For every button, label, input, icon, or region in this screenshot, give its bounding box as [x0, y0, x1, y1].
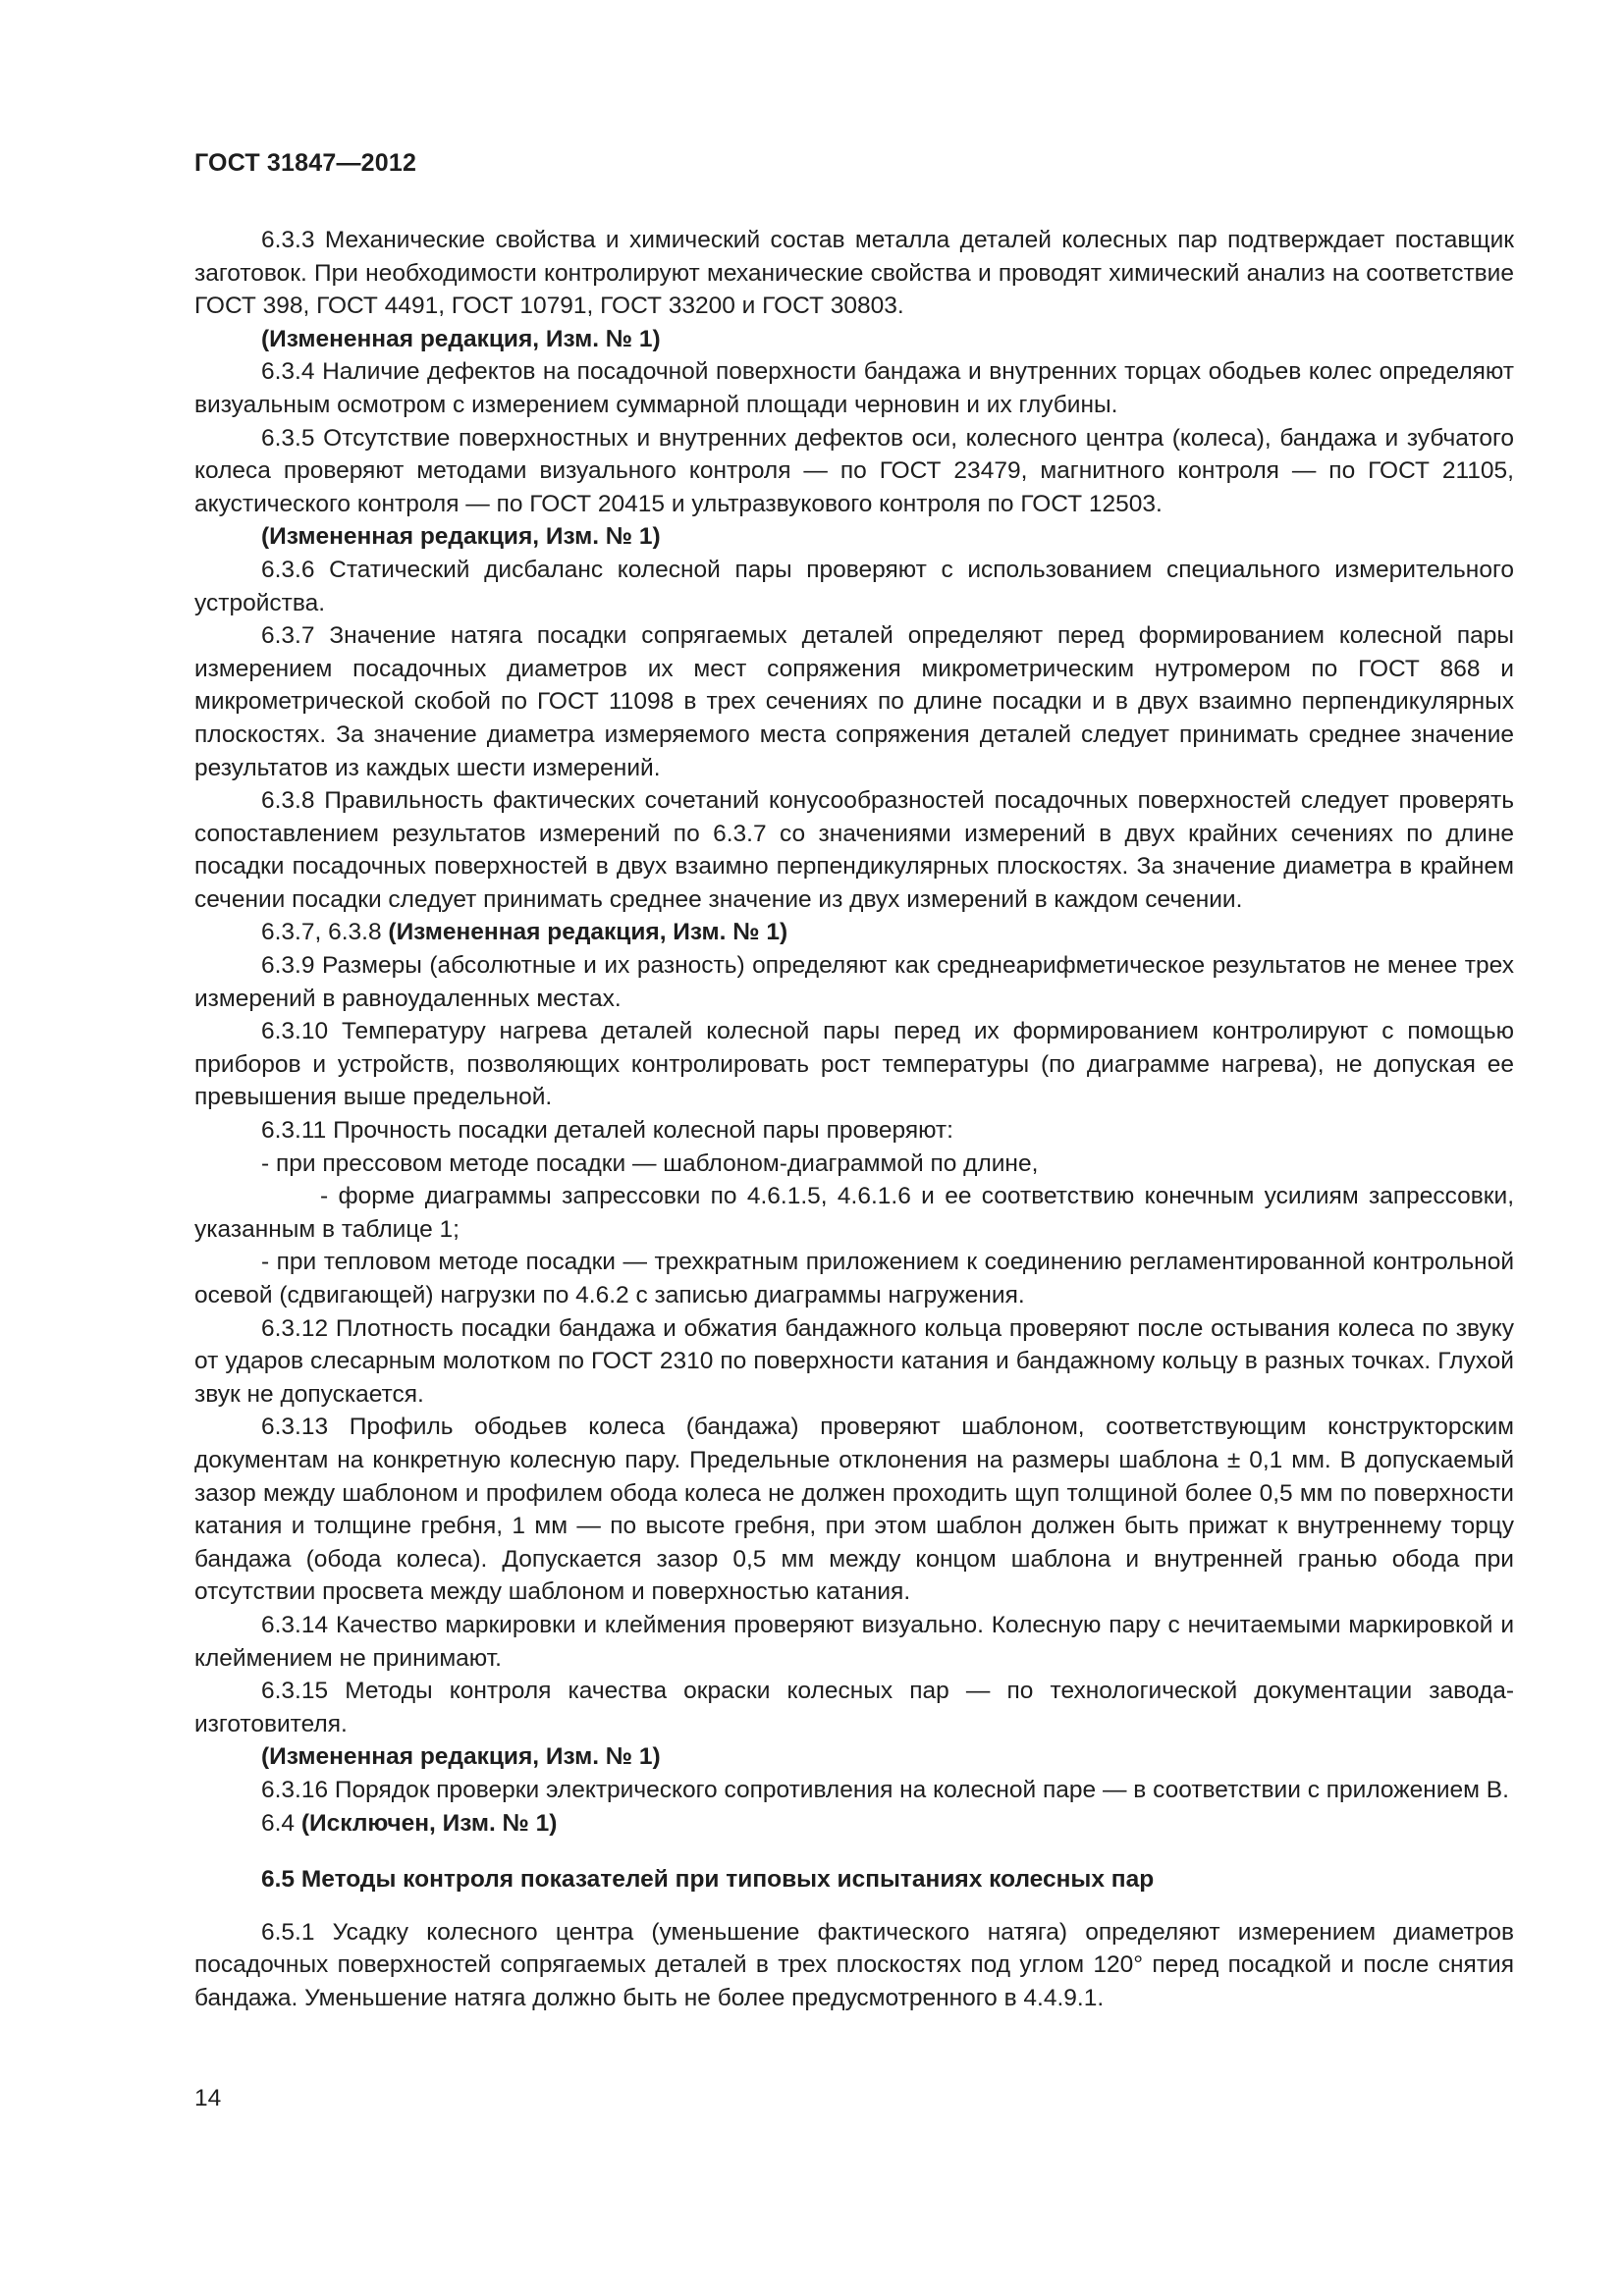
clause-6-3-13: 6.3.13 Профиль ободьев колеса (бандажа) проверяют шаблоном, соответствующим конструкторским документам на конкретную колесную пару. Предельные отклонения на размеры шаблона ± 0,1 мм. В допускаемый зазор между шаблоном и профилем обода колеса не должен проходить щуп толщиной более 0,5 мм по поверхности катания и толщине гребня, 1 мм — по высоте гребня, при этом шаблон должен быть прижат к внутреннему торцу бандажа (обода колеса). Допускается зазор 0,5 мм между концом шаблона и внутренней гранью обода при отсутствии просвета между шаблоном и поверхностью катания. [194, 1414, 1514, 1606]
amendment-note: (Измененная редакция, Изм. № 1) [261, 523, 661, 551]
clause-6-3-3: 6.3.3 Механические свойства и химический состав металла деталей колесных пар подтверждает поставщик заготовок. При необходимости контролируют механические свойства и проводят химический анализ на соответствие ГОСТ 398, ГОСТ 4491, ГОСТ 10791, ГОСТ 33200 и ГОСТ 30803. [194, 227, 1514, 320]
document-header: ГОСТ 31847—2012 [194, 149, 417, 177]
clause-6-3-11-item-c: - при тепловом методе посадки — трехкратным приложением к соединению регламентированной контрольной осевой (сдвигающей) нагрузки по 4.6.2 с записью диаграммы нагружения. [194, 1249, 1514, 1308]
section-6-5-title: 6.5 Методы контроля показателей при типовых испытаниях колесных пар [261, 1866, 1155, 1894]
clause-ref: 6.4 [261, 1809, 301, 1837]
clause-6-3-6: 6.3.6 Статический дисбаланс колесной пары проверяют с использованием специального измерительного устройства. [194, 556, 1514, 616]
clause-6-3-5: 6.3.5 Отсутствие поверхностных и внутренних дефектов оси, колесного центра (колеса), бандажа и зубчатого колеса проверяют методами визуального контроля — по ГОСТ 23479, магнитного контроля — по ГОСТ 21105, акустического контроля — по ГОСТ 20415 и ультразвукового контроля по ГОСТ 12503. [194, 424, 1514, 517]
amendment-note: (Измененная редакция, Изм. № 1) [261, 1743, 661, 1771]
clause-6-3-14: 6.3.14 Качество маркировки и клеймения проверяют визуально. Колесную пару с нечитаемыми маркировкой и клеймением не принимают. [194, 1611, 1514, 1672]
clause-6-5-1: 6.5.1 Усадку колесного центра (уменьшение фактического натяга) определяют измерением диаметров посадочных поверхностей сопрягаемых деталей в трех плоскостях под углом 120° перед посадкой и после снятия бандажа. Уменьшение натяга должно быть не более предусмотренного в 4.4.9.1. [194, 1918, 1514, 2011]
document-body [194, 224, 1514, 2014]
clause-ref: 6.3.7, 6.3.8 [261, 919, 389, 946]
clause-6-3-16: 6.3.16 Порядок проверки электрического сопротивления на колесной паре — в соответствии с приложением В. [261, 1776, 1509, 1803]
clause-6-3-11-item-a: - при прессовом методе посадки — шаблоном-диаграммой по длине, [261, 1149, 1039, 1177]
clause-6-3-7: 6.3.7 Значение натяга посадки сопрягаемых деталей определяют перед формированием колесной пары измерением посадочных диаметров их мест сопряжения микрометрическим нутромером по ГОСТ 868 и микрометрической скобой по ГОСТ 11098 в трех сечениях по длине посадки и в двух взаимно перпендикулярных плоскостях. За значение диаметра измеряемого места сопряжения деталей следует принимать среднее значение результатов из каждых шести измерений. [194, 622, 1514, 781]
clause-6-3-7-8-amendment [194, 916, 1514, 949]
clause-6-3-11: 6.3.11 Прочность посадки деталей колесной пары проверяют: [261, 1117, 953, 1145]
clause-6-4 [194, 1807, 1514, 1841]
excluded-note: (Исключен, Изм. № 1) [300, 1809, 558, 1837]
clause-6-3-9: 6.3.9 Размеры (абсолютные и их разность) определяют как среднеарифметическое результатов не менее трех измерений в равноудаленных местах. [194, 952, 1514, 1012]
amendment-note: (Измененная редакция, Изм. № 1) [261, 325, 661, 352]
clause-6-3-8: 6.3.8 Правильность фактических сочетаний конусообразностей посадочных поверхностей следует проверять сопоставлением результатов измерений по 6.3.7 со значениями измерений в двух крайних сечениях по длине посадки посадочных поверхностей в двух взаимно перпендикулярных плоскостях. За значение диаметра в крайнем сечении посадки следует принимать среднее значение из двух измерений в каждом сечении. [194, 787, 1514, 913]
clause-6-3-12: 6.3.12 Плотность посадки бандажа и обжатия бандажного кольца проверяют после остывания колеса по звуку от ударов слесарным молотком по ГОСТ 2310 по поверхности катания и бандажному кольцу в разных точках. Глухой звук не допускается. [194, 1314, 1514, 1408]
clause-6-3-11-item-b: - форме диаграммы запрессовки по 4.6.1.5, 4.6.1.6 и ее соответствию конечным усилиям запрессовки, указанным в таблице 1; [194, 1183, 1514, 1243]
page-number: 14 [194, 2085, 222, 2111]
clause-6-3-4: 6.3.4 Наличие дефектов на посадочной поверхности бандажа и внутренних торцах ободьев колес определяют визуальным осмотром с измерением суммарной площади черновин и их глубины. [194, 358, 1514, 418]
amendment-note: (Измененная редакция, Изм. № 1) [388, 919, 788, 946]
clause-6-3-15: 6.3.15 Методы контроля качества окраски колесных пар — по технологической документации завода-изготовителя. [194, 1678, 1514, 1737]
clause-6-3-10: 6.3.10 Температуру нагрева деталей колесной пары перед их формированием контролируют с помощью приборов и устройств, позволяющих контролировать рост температуры (по диаграмме нагрева), не допуская ее превышения выше предельной. [194, 1018, 1514, 1111]
